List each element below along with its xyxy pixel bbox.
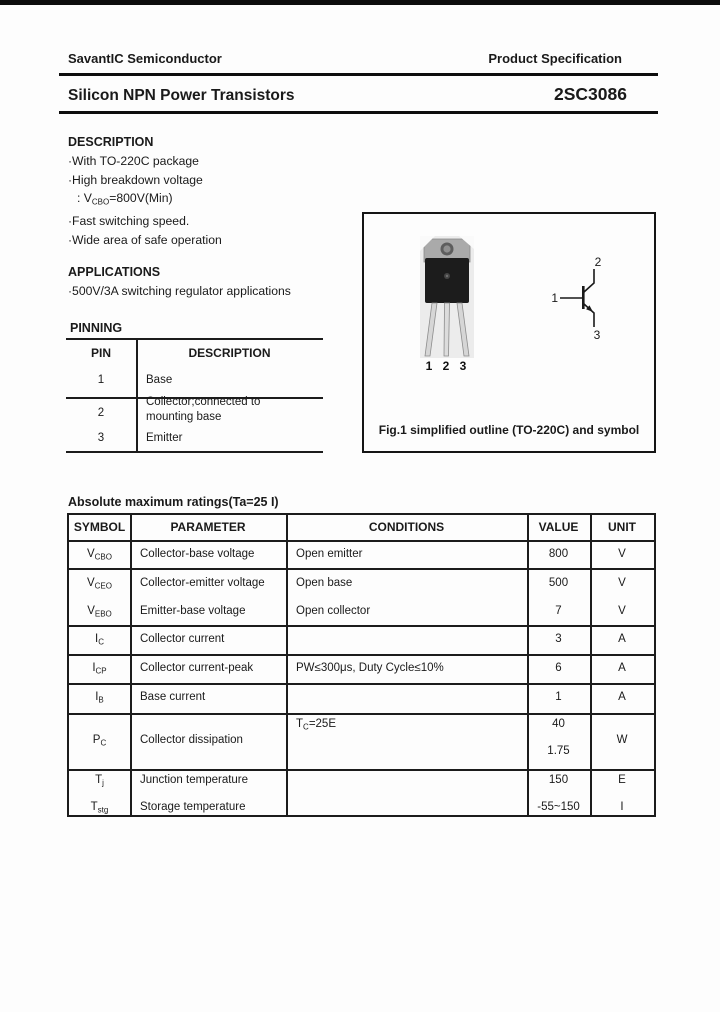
- ratings-line-r1: [69, 568, 654, 570]
- ratings-cell-value: 7: [555, 605, 562, 617]
- ratings-line-r3: [69, 625, 654, 627]
- ratings-table: [67, 513, 656, 817]
- pinning-row1-desc: Base: [146, 374, 173, 386]
- ratings-cell-unit: W: [616, 734, 628, 746]
- ratings-cell-parameter: Emitter-base voltage: [140, 605, 246, 617]
- ratings-col-unit: UNIT: [608, 520, 636, 534]
- header-rule: [59, 73, 658, 76]
- ratings-heading: Absolute maximum ratings(Ta=25 I): [68, 495, 279, 509]
- pinning-row1-pin: 1: [97, 374, 105, 386]
- pinning-heading: PINNING: [70, 321, 123, 335]
- pinning-row3-pin: 3: [97, 432, 105, 444]
- ratings-line-header: [69, 540, 654, 542]
- ratings-cell-value: 1: [555, 691, 562, 703]
- pinning-table-border-bottom: [66, 451, 323, 453]
- ratings-cell-symbol: $V_{CBO}$: [86, 548, 112, 562]
- doc-type: Product Specification: [488, 51, 622, 66]
- applications-heading: APPLICATIONS: [68, 265, 161, 279]
- npn-transistor-symbol-icon: [542, 252, 622, 342]
- pinning-row2-desc-line2: mounting base: [146, 411, 222, 423]
- ratings-cell-symbol: $V_{EBO}$: [87, 605, 112, 619]
- ratings-cell-unit: A: [618, 662, 626, 674]
- ratings-cell-value-top: 40: [552, 718, 565, 730]
- applications-item: ·500V/3A switching regulator applications: [68, 284, 291, 298]
- package-pin-label-3: 3: [459, 359, 467, 373]
- to220-package-photo: [420, 236, 474, 374]
- ratings-col-symbol: SYMBOL: [73, 520, 126, 534]
- ratings-col-value: VALUE: [538, 520, 579, 534]
- ratings-cell-parameter: Collector current-peak: [140, 662, 254, 674]
- ratings-line-r4: [69, 654, 654, 656]
- ratings-cell-conditions: Open collector: [296, 605, 371, 617]
- ratings-col-parameter: PARAMETER: [170, 520, 246, 534]
- description-item: ·Fast switching speed.: [68, 214, 190, 229]
- description-item: ·With TO-220C package: [68, 154, 199, 168]
- pinning-table: [66, 338, 323, 453]
- symbol-pin-label-base: 1: [551, 291, 558, 305]
- ratings-cell-unit: I: [620, 801, 624, 813]
- pinning-row2-pin: 2: [97, 407, 105, 419]
- ratings-cell-unit: A: [618, 633, 626, 645]
- ratings-cell-value: 150: [548, 774, 569, 786]
- ratings-cell-parameter: Junction temperature: [140, 774, 249, 786]
- symbol-pin-label-emitter: 3: [593, 328, 601, 342]
- ratings-col-conditions: CONDITIONS: [368, 520, 445, 534]
- pinning-col-description: DESCRIPTION: [188, 346, 271, 360]
- ratings-col-divider-2: [286, 515, 288, 815]
- ratings-cell-conditions: $T_C=25E$: [296, 718, 336, 732]
- ratings-cell-value-bottom: 1.75: [547, 745, 570, 757]
- ratings-cell-parameter: Collector dissipation: [140, 734, 243, 746]
- ratings-cell-unit: V: [618, 548, 626, 560]
- ratings-cell-conditions: PW≤300μs, Duty Cycle≤10%: [296, 662, 444, 674]
- body-dimple-center: [446, 275, 448, 277]
- ratings-cell-symbol: $T_j$: [95, 774, 104, 788]
- ratings-cell-symbol: $I_C$: [95, 633, 104, 647]
- figure-caption: Fig.1 simplified outline (TO-220C) and symbol: [378, 423, 640, 437]
- ratings-cell-unit: V: [618, 605, 626, 617]
- ratings-cell-symbol: $V_{CEO}$: [86, 577, 112, 591]
- ratings-cell-value: 800: [548, 548, 569, 560]
- ratings-cell-parameter: Collector-base voltage: [140, 548, 255, 560]
- description-heading: DESCRIPTION: [68, 135, 154, 149]
- company-name: SavantIC Semiconductor: [68, 51, 222, 66]
- ratings-col-divider-1: [130, 515, 132, 815]
- ratings-cell-parameter: Storage temperature: [140, 801, 246, 813]
- ratings-cell-parameter: Collector-emitter voltage: [140, 577, 265, 589]
- ratings-cell-conditions: Open base: [296, 577, 353, 589]
- description-list: [68, 152, 222, 249]
- ratings-cell-unit: V: [618, 577, 626, 589]
- pinning-row2-desc-line1: Collector;connected to: [146, 396, 261, 408]
- ratings-cell-symbol: $I_B$: [95, 691, 104, 705]
- title-rule: [59, 111, 658, 114]
- description-item: : $V_{CBO}=800V(Min)$: [77, 191, 173, 207]
- ratings-line-r5: [69, 683, 654, 685]
- ratings-cell-unit: E: [618, 774, 626, 786]
- ratings-cell-value: 3: [555, 633, 562, 645]
- pinning-col-pin: PIN: [90, 346, 111, 360]
- ratings-cell-symbol: $P_C$: [92, 734, 107, 748]
- ratings-cell-unit: A: [618, 691, 626, 703]
- package-leg-2: [444, 303, 450, 356]
- description-item: ·High breakdown voltage: [68, 172, 203, 187]
- mounting-hole-center: [443, 245, 450, 252]
- ratings-cell-value: -55~150: [537, 801, 580, 813]
- ratings-cell-symbol: $I_{CP}$: [92, 662, 107, 676]
- package-pin-label-2: 2: [442, 359, 450, 373]
- symbol-collector-lead: [584, 269, 594, 292]
- page-title: Silicon NPN Power Transistors: [68, 87, 295, 104]
- symbol-base-bar: [582, 286, 585, 309]
- pinning-row3-desc: Emitter: [146, 432, 183, 444]
- pinning-table-border-top: [66, 338, 323, 340]
- part-number: 2SC3086: [554, 84, 627, 104]
- package-pin-label-1: 1: [425, 359, 433, 373]
- ratings-cell-parameter: Collector current: [140, 633, 225, 645]
- package-body: [425, 258, 469, 303]
- scan-edge-top: [0, 0, 720, 5]
- description-item: ·Wide area of safe operation: [68, 232, 222, 247]
- ratings-cell-symbol: $T_{stg}$: [90, 801, 109, 815]
- symbol-pin-label-collector: 2: [594, 255, 602, 269]
- ratings-cell-value: 6: [555, 662, 562, 674]
- ratings-cell-parameter: Base current: [140, 691, 206, 703]
- figure-box: [362, 212, 656, 453]
- ratings-cell-value: 500: [548, 577, 569, 589]
- ratings-cell-conditions: Open emitter: [296, 548, 363, 560]
